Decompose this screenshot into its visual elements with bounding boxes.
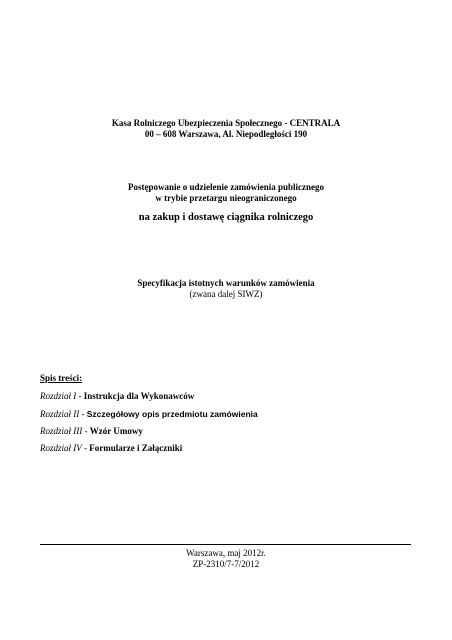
institution-header xyxy=(0,118,452,140)
toc-item xyxy=(40,391,194,402)
toc-item-number: Rozdział IV xyxy=(40,443,82,453)
specification-abbrev: (zwana dalej SIWZ) xyxy=(189,289,263,299)
toc-item xyxy=(40,409,258,420)
footer xyxy=(0,548,452,570)
procurement-subject xyxy=(0,211,452,224)
specification-title-block xyxy=(0,278,452,300)
toc-item xyxy=(40,426,143,437)
subject-title: na zakup i dostawę ciągnika rolniczego xyxy=(138,212,314,223)
procedure-line-1: Postępowanie o udzielenie zamówienia publicznego xyxy=(128,182,324,192)
procedure-line-2: w trybie przetargu nieograniczonego xyxy=(155,193,297,203)
toc-item xyxy=(40,443,182,454)
toc-item-number: Rozdział III xyxy=(40,426,83,436)
footer-place-date: Warszawa, maj 2012r. xyxy=(186,548,266,558)
procedure-description xyxy=(0,182,452,204)
footer-divider xyxy=(40,544,411,545)
institution-name: Kasa Rolniczego Ubezpieczenia Społecznego - CENTRALA xyxy=(111,118,341,128)
specification-title: Specyfikacja istotnych warunków zamówienia xyxy=(137,278,315,288)
toc-item-title: Instrukcja dla Wykonawców xyxy=(83,391,195,401)
toc-item-separator: - xyxy=(76,391,84,401)
toc-item-number: Rozdział II xyxy=(40,409,80,419)
toc-item-title: Wzór Umowy xyxy=(89,426,143,436)
institution-address: 00 – 608 Warszawa, Al. Niepodległości 190 xyxy=(144,129,308,139)
toc-item-title: Szczegółowy opis przedmiotu zamówienia xyxy=(86,409,258,419)
footer-reference: ZP-2310/7-7/2012 xyxy=(192,559,260,569)
toc-heading: Spis treści: xyxy=(40,373,83,383)
toc-item-separator: - xyxy=(82,426,90,436)
toc-item-number: Rozdział I xyxy=(40,391,77,401)
toc-item-separator: - xyxy=(79,409,87,419)
toc-item-separator: - xyxy=(81,443,90,453)
toc-item-title: Formularze i Załączniki xyxy=(89,443,183,453)
